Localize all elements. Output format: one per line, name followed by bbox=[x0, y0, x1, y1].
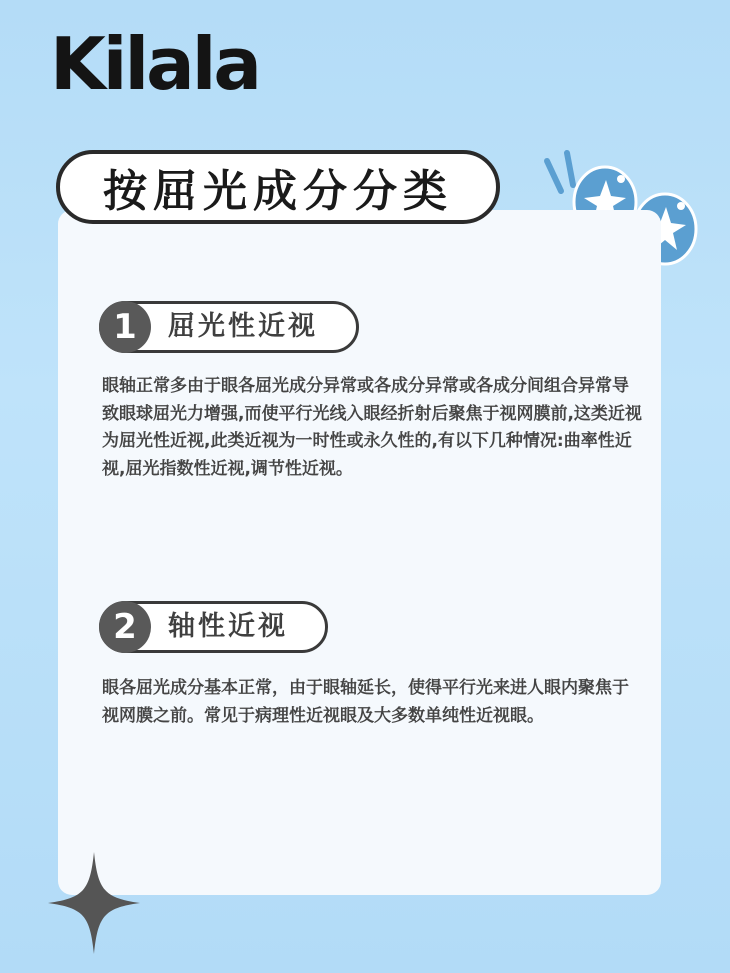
brand-logo: Kilala bbox=[50, 22, 260, 106]
section-number-2: 2 bbox=[99, 601, 151, 653]
section-body-1: 眼轴正常多由于眼各屈光成分异常或各成分异常或各成分间组合异常导致眼球屈光力增强,而使平行光线入眼经折射后聚焦于视网膜前,这类近视为屈光性近视,此类近视为一时性或永久性的,有以下几种情况:曲率性近视,屈光指数性近视,调节性近视。 bbox=[102, 376, 642, 479]
section-title-2: 轴性近视 bbox=[168, 611, 288, 642]
page-title: 按屈光成分分类 bbox=[103, 166, 453, 217]
sparkle-icon bbox=[46, 850, 142, 956]
title-pill bbox=[56, 150, 500, 224]
section-title-1: 屈光性近视 bbox=[168, 311, 318, 342]
section-body-2: 眼各屈光成分基本正常，由于眼轴延长，使得平行光来进人眼内聚焦于视网膜之前。常见于病理性近视眼及大多数单纯性近视眼。 bbox=[102, 678, 629, 726]
section-heading-1 bbox=[99, 301, 359, 353]
section-heading-2 bbox=[99, 601, 328, 653]
section-number-1: 1 bbox=[99, 301, 151, 353]
